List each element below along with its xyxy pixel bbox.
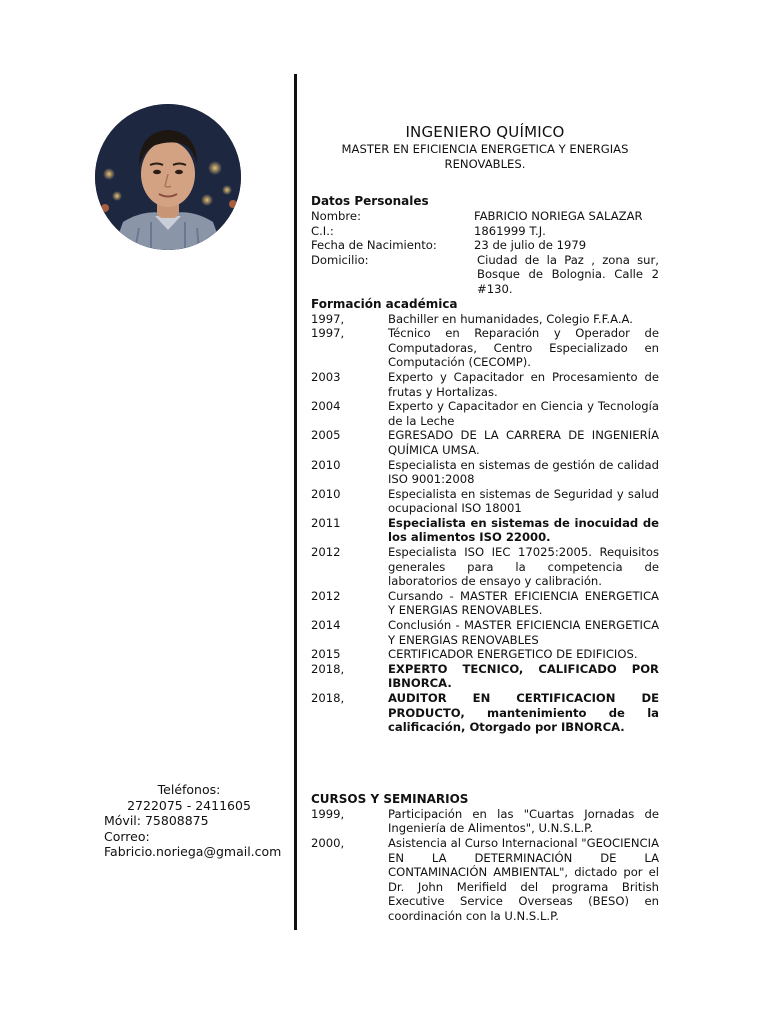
item-year: 2004 [311, 399, 341, 414]
item-text: Cursando - MASTER EFICIENCIA ENERGETICA Y ENERGIAS RENOVABLES. [388, 588, 659, 618]
field-label: Nombre: [311, 209, 361, 223]
item-year: 2003 [311, 369, 341, 384]
item-year: 2000, [311, 835, 345, 850]
email-value[interactable]: Fabricio.noriega@gmail.com [104, 844, 282, 859]
field-value: 23 de julio de 1979 [474, 238, 587, 253]
item-year: 2018, [311, 661, 345, 676]
list-item [311, 807, 659, 836]
personal-data [311, 209, 659, 297]
section-spacer [311, 735, 659, 792]
list-item [311, 399, 659, 428]
item-text: Experto y Capacitador en Ciencia y Tecnología de la Leche [388, 399, 659, 428]
list-item [311, 647, 659, 662]
item-text: Especialista en sistemas de Seguridad y salud ocupacional ISO 18001 [388, 486, 659, 516]
profile-photo-icon [95, 104, 241, 250]
list-item [311, 836, 659, 924]
item-text: Especialista en sistemas de inocuidad de los alimentos ISO 22000. [388, 515, 659, 545]
item-text: Experto y Capacitador en Procesamiento de frutas y Hortalizas. [388, 369, 659, 399]
item-text: CERTIFICADOR ENERGETICO DE EDIFICIOS. [388, 647, 638, 662]
list-item [311, 516, 659, 545]
item-text: Participación en las "Cuartas Jornadas de Ingeniería de Alimentos", U.N.S.L.P. [388, 806, 659, 836]
item-year: 2018, [311, 691, 345, 705]
personal-heading: Datos Personales [311, 194, 429, 208]
field-label: Fecha de Nacimiento: [311, 238, 437, 253]
page-subtitle: MASTER EN EFICIENCIA ENERGETICA Y ENERGIAS RENOVABLES. [341, 142, 629, 171]
field-label: C.I.: [311, 223, 334, 238]
field-value: FABRICIO NORIEGA SALAZAR [474, 209, 643, 223]
item-text: Especialista en sistemas de gestión de calidad ISO 9001:2008 [388, 457, 659, 487]
item-year: 2011 [311, 515, 341, 530]
field-value: Ciudad de la Paz , zona sur, Bosque de Bolognia. Calle 2 #130. [477, 252, 659, 296]
list-item [311, 662, 659, 691]
list-item [311, 487, 659, 516]
item-text: Técnico en Reparación y Operador de Computadoras, Centro Especializado en Computación (CECOMP). [388, 326, 659, 370]
item-year: 1999, [311, 806, 345, 821]
mobile-value: Móvil: 75808875 [104, 813, 209, 828]
list-item [311, 312, 659, 327]
education-heading: Formación académica [311, 296, 458, 311]
item-year: 2012 [311, 588, 341, 603]
item-text: Bachiller en humanidades, Colegio F.F.A.A. [388, 311, 633, 326]
item-year: 2005 [311, 428, 341, 443]
list-item [311, 618, 659, 647]
item-year: 2014 [311, 618, 341, 633]
list-item [311, 589, 659, 618]
list-item [311, 458, 659, 487]
phones-label: Teléfonos: [157, 782, 221, 797]
item-year: 2015 [311, 647, 341, 662]
item-text: EXPERTO TECNICO, CALIFICADO POR IBNORCA. [388, 661, 659, 691]
item-text: Conclusión - MASTER EFICIENCIA ENERGETICA Y ENERGIAS RENOVABLES [388, 618, 659, 647]
courses-heading: CURSOS Y SEMINARIOS [311, 791, 469, 806]
item-text: Especialista ISO IEC 17025:2005. Requisitos generales para la competencia de laboratorios de ensayo y calibración. [388, 545, 659, 589]
courses-list [311, 807, 659, 924]
page-title: INGENIERO QUÍMICO [405, 123, 565, 141]
item-year: 2012 [311, 545, 341, 560]
item-year: 2010 [311, 457, 341, 472]
item-year: 1997, [311, 311, 345, 326]
list-item [311, 691, 659, 735]
list-item [311, 370, 659, 399]
item-year: 1997, [311, 326, 345, 341]
field-value: 1861999 T.J. [474, 223, 546, 238]
vertical-divider [294, 74, 297, 930]
profile-photo [95, 104, 241, 250]
item-year: 2010 [311, 486, 341, 501]
email-label: Correo: [104, 828, 150, 844]
list-item [311, 545, 659, 589]
phones-value: 2722075 - 2411605 [127, 797, 251, 813]
list-item [311, 326, 659, 370]
item-text: Asistencia al Curso Internacional "GEOCIENCIA EN LA DETERMINACIÓN DE LA CONTAMINACIÓN AMBIENTAL", dictado por el Dr. John Merifield del programa British Executive Service Overseas (BESO) en coordinación con la U.N.S.L.P. [388, 835, 659, 923]
list-item [311, 428, 659, 457]
contact-block [104, 782, 284, 860]
field-label: Domicilio: [311, 252, 369, 267]
item-text: EGRESADO DE LA CARRERA DE INGENIERÍA QUÍMICA UMSA. [388, 428, 659, 457]
education-list [311, 312, 659, 735]
main-content [311, 122, 659, 924]
item-text: AUDITOR EN CERTIFICACION DE PRODUCTO, mantenimiento de la calificación, Otorgado por IBNORCA. [388, 691, 659, 735]
